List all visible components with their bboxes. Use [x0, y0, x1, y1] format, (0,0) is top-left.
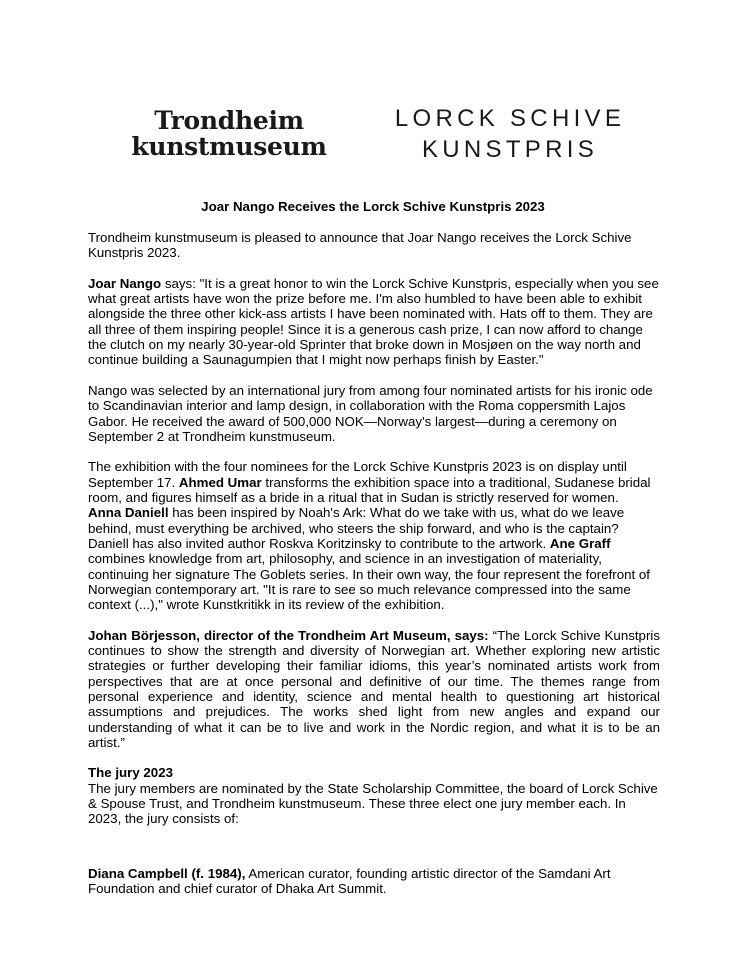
jury-heading: [88, 765, 660, 780]
logo-line: kunstmuseum: [131, 132, 327, 161]
nango-quote-paragraph: [88, 276, 660, 368]
article-body: [88, 230, 660, 912]
director-quote-paragraph: [88, 628, 660, 750]
jury-member: [88, 866, 660, 897]
logo-line: KUNSTPRIS: [421, 136, 599, 163]
lorck-schive-kunstpris-logo: [390, 103, 630, 165]
spacer: [88, 842, 660, 866]
member-name: Diana Campbell (f. 1984),: [88, 865, 246, 881]
exhibition-paragraph: [88, 459, 660, 612]
member-description: American curator, founding artistic director of the Samdani Art Foundation and chief curator of Dhaka Art Summit.: [88, 865, 611, 897]
quote-text: “The Lorck Schive Kunstpris continues to show the strength and diversity of Norwegian art. Whether exploring new artistic strategies or further developing their familiar idioms, this year’s nominated artists work from perspectives that are at once personal and definitive of our time. The themes range from personal experience and identity, science and mental health to questioning art historical assumptions and prejudices. The works shed light from new angles and expand our understanding of what it can be to live and work in the Nordic region, and what it is to be an artist.”: [88, 627, 660, 750]
selection-paragraph: Nango was selected by an international jury from among four nominated artists for his ironic ode to Scandinavian interior and lamp design, in collaboration with the Roma coppersmith Lajos Gabor. He received the award of 500,000 NOK—Norway's largest—during a ceremony on September 2 at Trondheim kunstmuseum.: [88, 382, 653, 444]
paragraph-text: has been inspired by Noah's Ark: What do we take with us, what do we leave behind, must everything be archived, who steers the ship forward, and who is the captain? Daniell has also invited author Roskva Koritzinsky to contribute to the artwork.: [88, 505, 625, 551]
paragraph-text: combines knowledge from art, philosophy, and science in an investigation of materiality, continuing her signature The Goblets series. In their own way, the four represent the forefront of Norwegian contemporary art. "It is rare to see so much relevance compressed into the same context (...)," wrote Kunstkritikk in its review of the exhibition.: [88, 551, 650, 613]
trondheim-kunstmuseum-logo: [129, 108, 329, 160]
intro-paragraph: Trondheim kunstmuseum is pleased to announce that Joar Nango receives the Lorck Schive Kunstpris 2023.: [88, 230, 632, 261]
speaker-name: Joar Nango: [88, 275, 162, 291]
artist-name: Anna Daniell: [88, 505, 169, 521]
artist-name: Ahmed Umar: [178, 474, 262, 490]
paragraph-text: transforms the exhibition space into a traditional, Sudanese bridal room, and figures himself as a bride in a ritual that in Sudan is strictly reserved for women.: [88, 474, 651, 506]
section-heading: The jury 2023: [88, 765, 173, 781]
jury-paragraph: The jury members are nominated by the State Scholarship Committee, the board of Lorck Schive & Spouse Trust, and Trondheim kunstmuseum. These three elect one jury member each. In 2023, the jury consists of:: [88, 780, 658, 827]
artist-name: Ane Graff: [549, 535, 611, 551]
quote-text: says: "It is a great honor to win the Lorck Schive Kunstpris, especially when you see what great artists have won the prize before me. I'm also humbled to have been able to exhibit alongside the three other kick-ass artists I have been nominated with. Hats off to them. They are all three of them inspiring people! Since it is a generous cash prize, I can now afford to change the clutch on my nearly 30-year-old Sprinter that broke down in Mosjøen on the way north and continue building a Saunagumpien that I might now perhaps finish by Easter.": [88, 275, 659, 368]
paragraph-text: The exhibition with the four nominees for the Lorck Schive Kunstpris 2023 is on display until September 17.: [88, 459, 627, 490]
logo-line: Trondheim: [154, 106, 304, 135]
speaker-name: Johan Börjesson, director of the Trondheim Art Museum, says:: [88, 627, 489, 643]
logo-line: LORCK SCHIVE: [394, 105, 626, 132]
page-title: Joar Nango Receives the Lorck Schive Kunstpris 2023: [201, 199, 545, 214]
